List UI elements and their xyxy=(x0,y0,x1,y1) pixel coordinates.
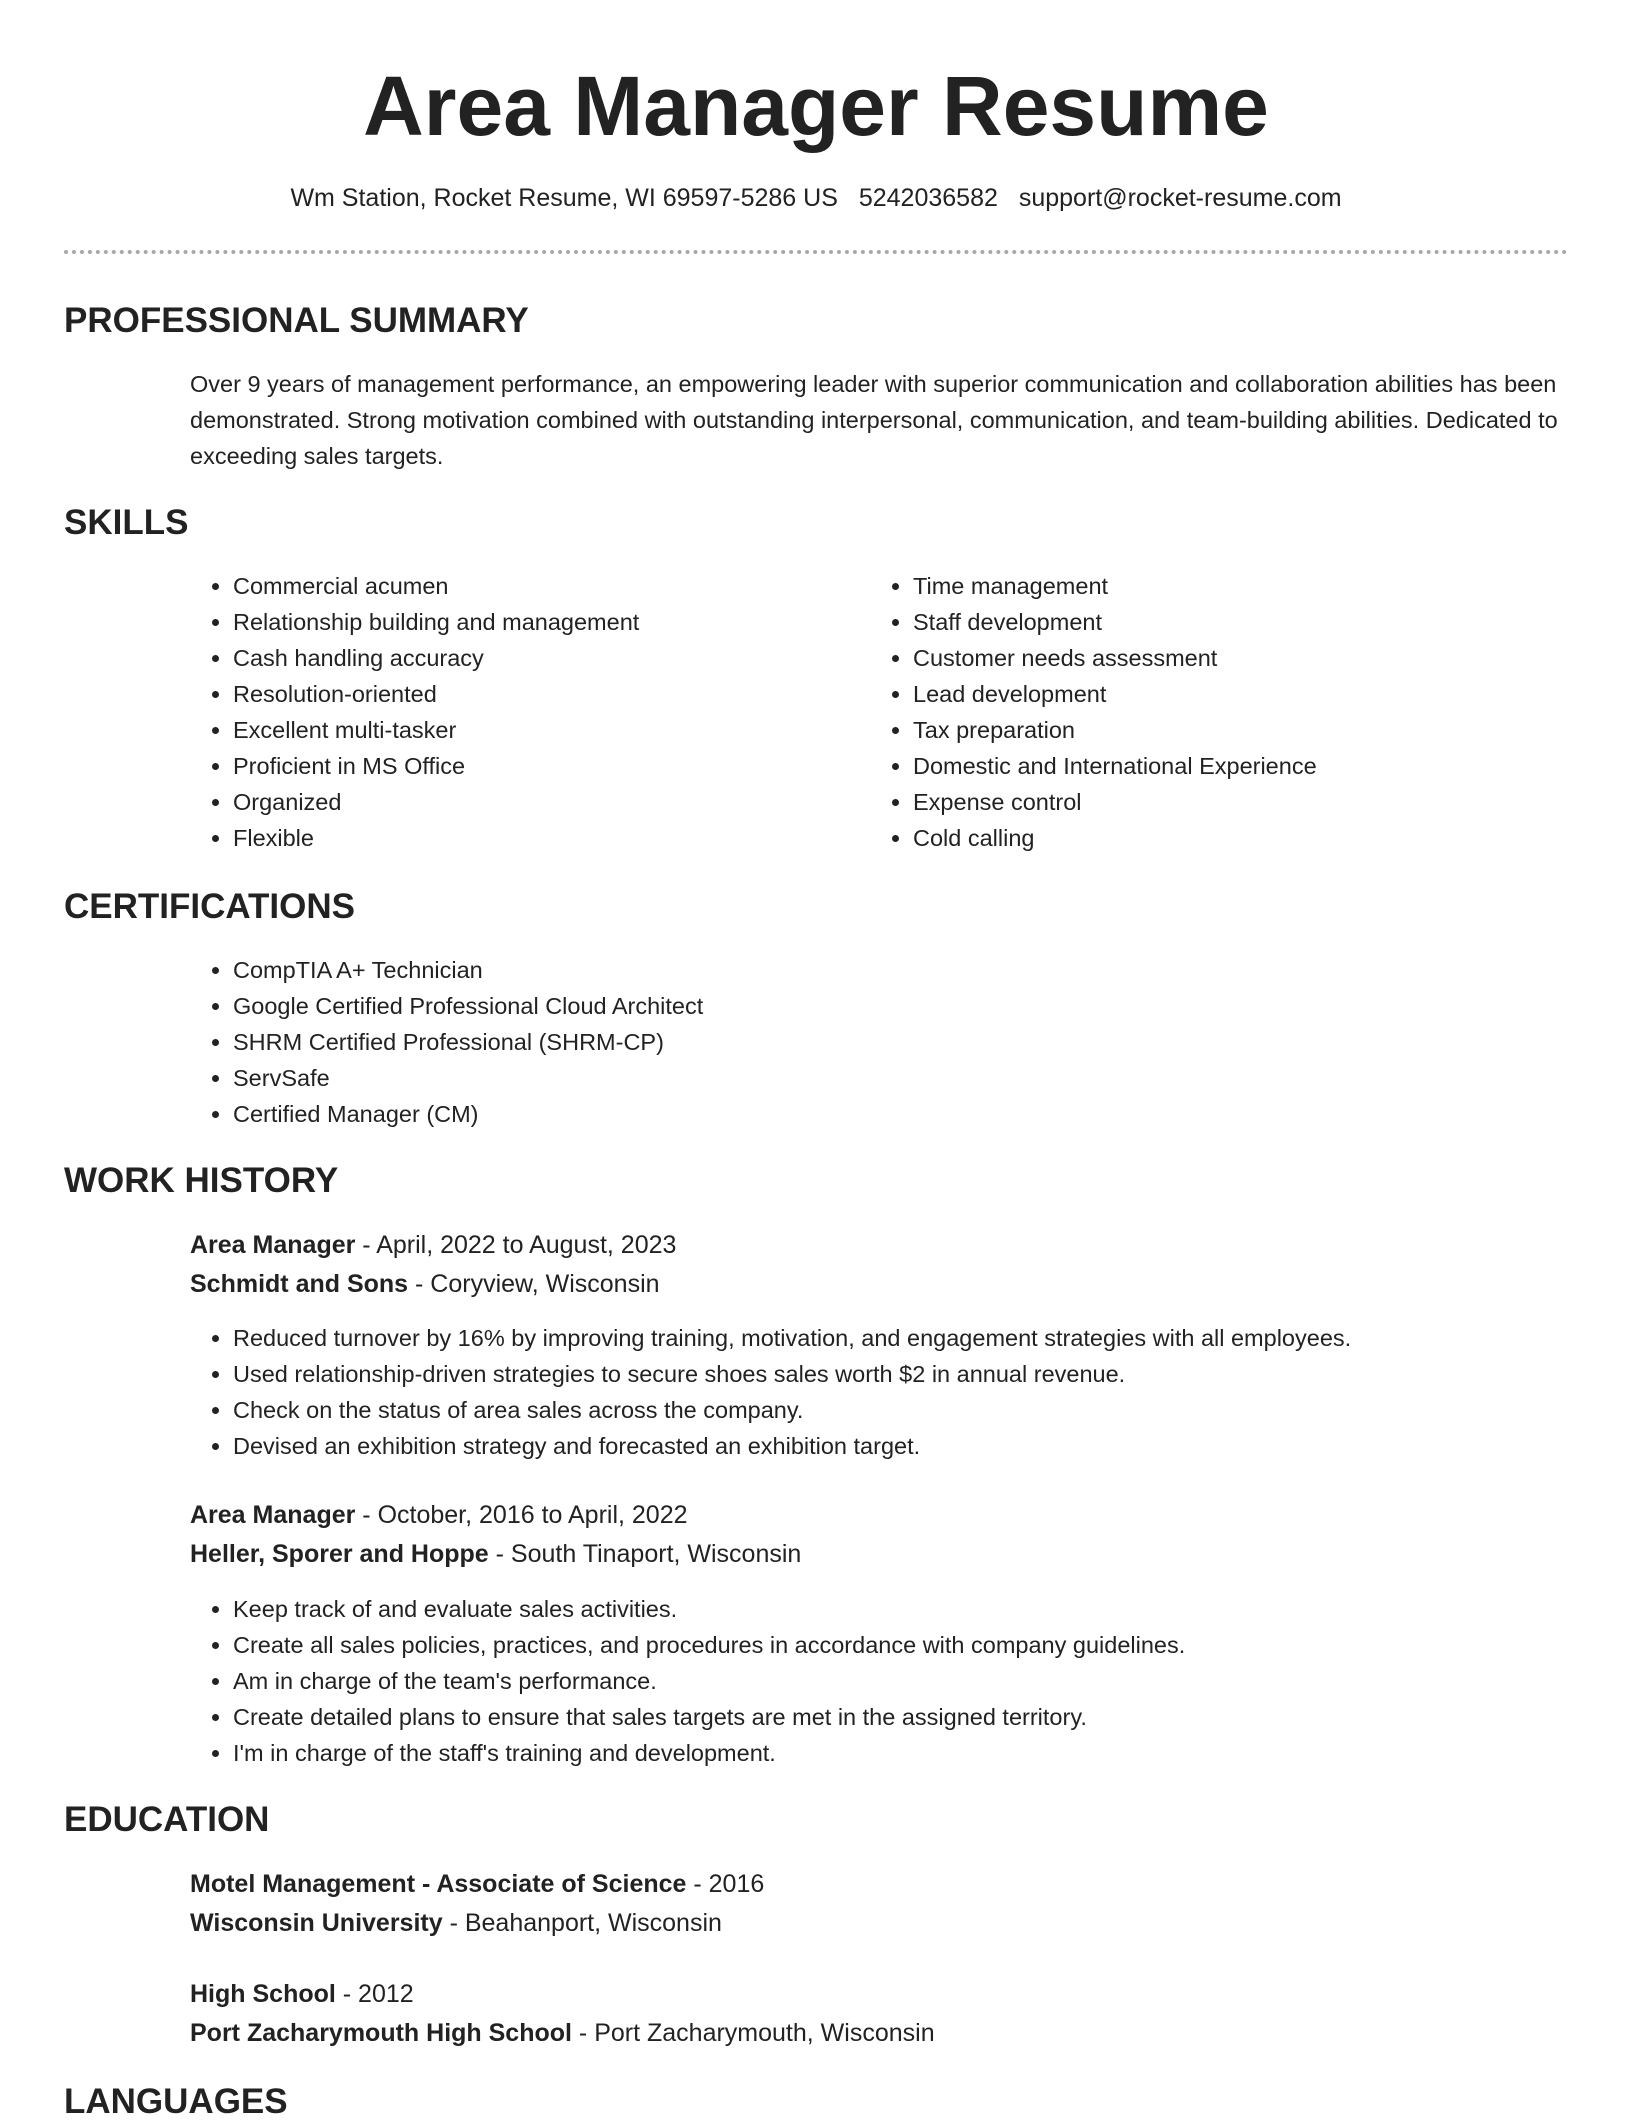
job-bullets xyxy=(190,1320,1613,1464)
education-degree-line xyxy=(190,1975,414,2013)
skill-item: • Lead development xyxy=(913,676,1593,712)
education-degree-line xyxy=(190,1865,764,1903)
job-role: Area Manager xyxy=(190,1501,356,1529)
job-company-line xyxy=(190,1535,801,1573)
section-title-languages: LANGUAGES xyxy=(64,2082,288,2121)
summary-text: Over 9 years of management performance, an empowering leader with superior communication and collaboration abilities has been demonstrated. Strong motivation combined with outstanding interpersonal, communication, and team-building abilities. Dedicated to exceeding sales targets. xyxy=(190,371,1558,469)
skill-item: • Resolution-oriented xyxy=(233,676,853,712)
education-school: Wisconsin University xyxy=(190,1909,443,1937)
certification-item: • CompTIA A+ Technician xyxy=(233,952,1533,988)
job-bullet: • Create detailed plans to ensure that sales targets are met in the assigned territory. xyxy=(233,1699,1613,1735)
section-title-certifications: CERTIFICATIONS xyxy=(64,887,356,926)
job-location: - South Tinaport, Wisconsin xyxy=(488,1540,802,1568)
job-bullet: • Check on the status of area sales across the company. xyxy=(233,1392,1613,1428)
section-title-work-history: WORK HISTORY xyxy=(64,1161,339,1200)
skill-item: • Expense control xyxy=(913,784,1593,820)
job-title-line xyxy=(190,1226,676,1264)
section-title-skills: SKILLS xyxy=(64,503,189,542)
education-school-line xyxy=(190,1904,722,1942)
resume-title: Area Manager Resume xyxy=(363,59,1269,153)
education-school-line xyxy=(190,2014,935,2052)
skill-item: • Customer needs assessment xyxy=(913,640,1593,676)
contact-address: Wm Station, Rocket Resume, WI 69597-5286 US xyxy=(290,184,838,212)
skill-item: • Staff development xyxy=(913,604,1593,640)
education-year: - 2012 xyxy=(335,1980,414,2008)
job-dates: - October, 2016 to April, 2022 xyxy=(355,1501,688,1529)
job-bullet: • Keep track of and evaluate sales activities. xyxy=(233,1591,1613,1627)
job-location: - Coryview, Wisconsin xyxy=(408,1270,660,1298)
education-school: Port Zacharymouth High School xyxy=(190,2019,572,2047)
skills-list-left xyxy=(190,568,853,856)
job-dates: - April, 2022 to August, 2023 xyxy=(355,1231,677,1259)
section-title-education: EDUCATION xyxy=(64,1800,270,1839)
job-bullet: • I'm in charge of the staff's training and development. xyxy=(233,1735,1613,1771)
skill-item: • Tax preparation xyxy=(913,712,1593,748)
contact-email: support@rocket-resume.com xyxy=(1018,184,1342,212)
job-company-line xyxy=(190,1265,660,1303)
job-role: Area Manager xyxy=(190,1231,356,1259)
skill-item: • Flexible xyxy=(233,820,853,856)
contact-phone: 5242036582 xyxy=(858,184,998,212)
certifications-list xyxy=(190,952,1533,1132)
section-title-summary: PROFESSIONAL SUMMARY xyxy=(64,301,529,340)
header-divider xyxy=(64,250,1568,254)
job-bullet: • Reduced turnover by 16% by improving training, motivation, and engagement strategies with all employees. xyxy=(233,1320,1613,1356)
job-company: Heller, Sporer and Hoppe xyxy=(190,1540,489,1568)
certification-item: • SHRM Certified Professional (SHRM-CP) xyxy=(233,1024,1533,1060)
skill-item: • Commercial acumen xyxy=(233,568,853,604)
education-location: - Port Zacharymouth, Wisconsin xyxy=(571,2019,935,2047)
skill-item: • Time management xyxy=(913,568,1593,604)
job-title-line xyxy=(190,1496,688,1534)
education-degree: Motel Management - Associate of Science xyxy=(190,1870,687,1898)
job-bullet: • Devised an exhibition strategy and forecasted an exhibition target. xyxy=(233,1428,1613,1464)
skill-item: • Cash handling accuracy xyxy=(233,640,853,676)
skill-item: • Proficient in MS Office xyxy=(233,748,853,784)
job-bullet: • Am in charge of the team's performance. xyxy=(233,1663,1613,1699)
skill-item: • Excellent multi-tasker xyxy=(233,712,853,748)
job-company: Schmidt and Sons xyxy=(190,1270,409,1298)
certification-item: • Certified Manager (CM) xyxy=(233,1096,1533,1132)
education-year: - 2016 xyxy=(686,1870,765,1898)
job-bullets xyxy=(190,1591,1613,1771)
education-degree: High School xyxy=(190,1980,336,2008)
job-bullet: • Used relationship-driven strategies to secure shoes sales worth $2 in annual revenue. xyxy=(233,1356,1613,1392)
education-location: - Beahanport, Wisconsin xyxy=(442,1909,722,1937)
job-bullet: • Create all sales policies, practices, and procedures in accordance with company guidelines. xyxy=(233,1627,1613,1663)
skill-item: • Cold calling xyxy=(913,820,1593,856)
skill-item: • Relationship building and management xyxy=(233,604,853,640)
skill-item: • Organized xyxy=(233,784,853,820)
certification-item: • ServSafe xyxy=(233,1060,1533,1096)
skills-list-right xyxy=(870,568,1593,856)
skill-item: • Domestic and International Experience xyxy=(913,748,1593,784)
certification-item: • Google Certified Professional Cloud Architect xyxy=(233,988,1533,1024)
contact-line xyxy=(0,180,1632,216)
